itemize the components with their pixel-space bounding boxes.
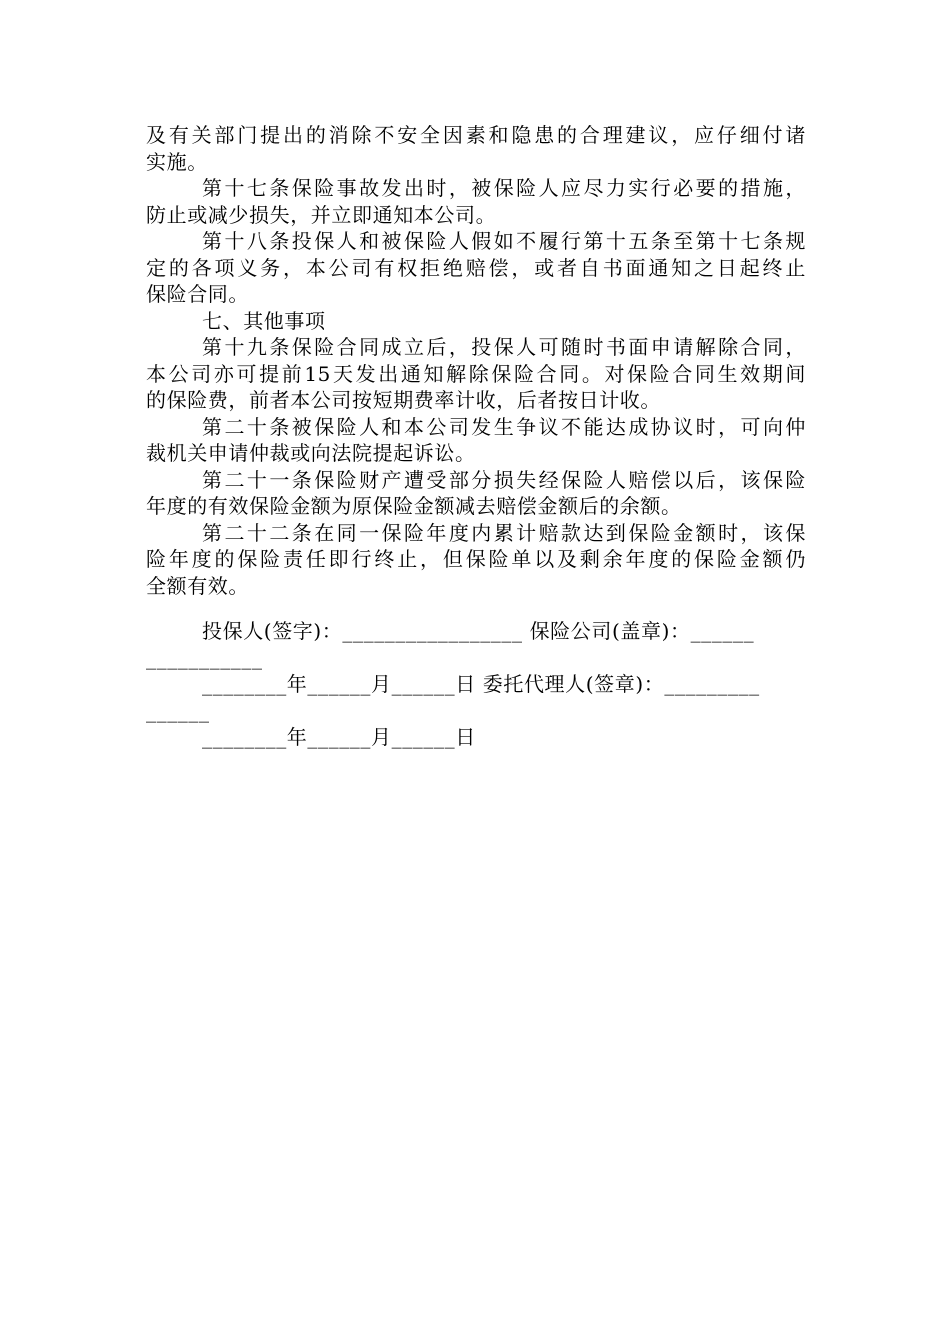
document-page (146, 122, 806, 751)
text-line: 防止或减少损失，并立即通知本公司。 (146, 202, 497, 227)
section-heading: 七、其他事项 (202, 308, 326, 333)
signature-block (146, 618, 806, 751)
paragraph-article-17 (146, 175, 806, 228)
paragraph-article-18 (146, 228, 806, 308)
signature-line-date: ________年______月______日 (202, 725, 476, 749)
text-line: 第十九条保险合同成立后，投保人可随时书面申请解除合同， (202, 335, 806, 359)
text-line: 第二十二条在同一保险年度内累计赔款达到保险金额时，该保 (202, 520, 806, 545)
text-line: 险年度的保险责任即行终止，但保险单以及剩余年度的保险金额仍 (146, 547, 806, 571)
text-line: 保险合同。 (146, 282, 249, 306)
paragraph-article-22 (146, 520, 806, 600)
text-line: 年度的有效保险金额为原保险金额减去赔偿金额后的余额。 (146, 494, 682, 518)
paragraph-article-21 (146, 467, 806, 520)
text-line: 裁机关申请仲裁或向法院提起诉讼。 (146, 441, 476, 465)
text-line: 实施。 (146, 149, 208, 174)
spacer (146, 599, 806, 618)
text-line: 第二十条被保险人和本公司发生争议不能达成协议时，可向仲 (202, 414, 806, 439)
text-line: 第二十一条保险财产遭受部分损失经保险人赔偿以后，该保险 (202, 467, 806, 492)
signature-line-policyholder: 投保人(签字)：_________________ 保险公司(盖章)：______ (202, 619, 755, 643)
paragraph-article-19 (146, 334, 806, 414)
text-line: 本公司亦可提前15天发出通知解除保险合同。对保险合同生效期间 (146, 361, 806, 386)
signature-line-date-agent: ________年______月______日 委托代理人(签章)：_________ (202, 672, 760, 696)
paragraph-continuation (146, 122, 806, 175)
text-line: 的保险费，前者本公司按短期费率计收，后者按日计收。 (146, 388, 661, 412)
text-line: 定的各项义务，本公司有权拒绝赔偿，或者自书面通知之日起终止 (146, 255, 806, 280)
signature-line-wrap: ___________ (146, 645, 263, 670)
text-line: 第十八条投保人和被保险人假如不履行第十五条至第十七条规 (202, 229, 806, 253)
section-heading-other-matters (146, 308, 806, 335)
text-line: 及有关部门提出的消除不安全因素和隐患的合理建议，应仔细付诸 (146, 123, 806, 147)
paragraph-article-20 (146, 414, 806, 467)
signature-line-wrap: ______ (146, 698, 210, 723)
text-line: 第十七条保险事故发出时，被保险人应尽力实行必要的措施， (202, 176, 806, 200)
text-line: 全额有效。 (146, 573, 249, 598)
